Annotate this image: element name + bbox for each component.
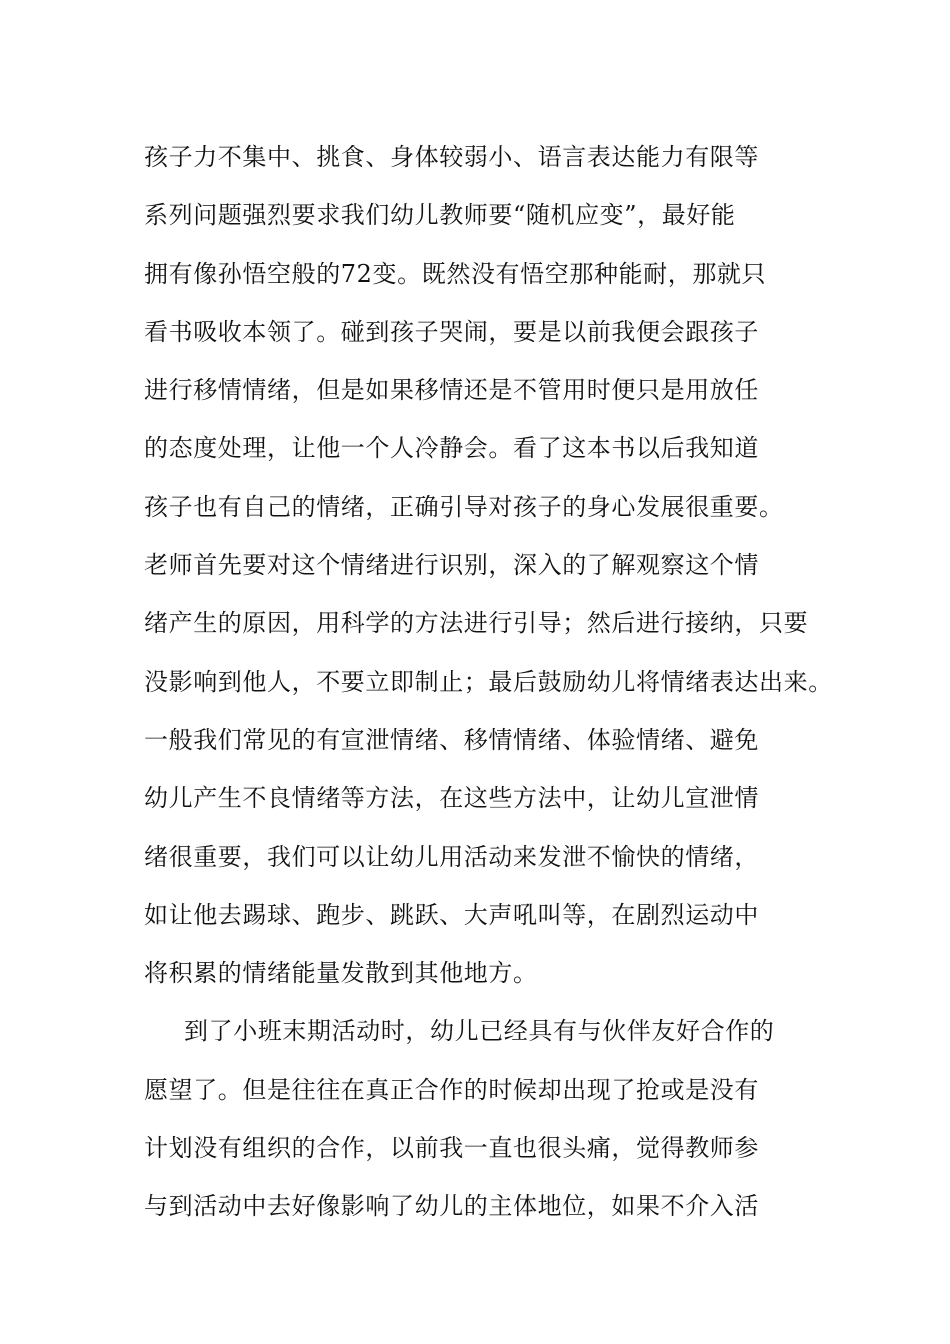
text-line: 看书吸收本领了。碰到孩子哭闹，要是以前我便会跟孩子 [144, 317, 759, 346]
text-line: 一般我们常见的有宣泄情绪、移情情绪、体验情绪、避免 [144, 725, 759, 754]
text-line: 没影响到他人，不要立即制止；最后鼓励幼儿将情绪表达出来。 [144, 667, 833, 696]
text-line: 进行移情情绪，但是如果移情还是不管用时便只是用放任 [144, 376, 759, 405]
text-line: 拥有像孙悟空般的72变。既然没有悟空那种能耐，那就只 [144, 259, 767, 288]
text-line: 孩子力不集中、挑食、身体较弱小、语言表达能力有限等 [144, 143, 759, 171]
text-line: 愿望了。但是往往在真正合作的时候却出现了抢或是没有 [144, 1075, 759, 1104]
text-line: 系列问题强烈要求我们幼儿教师要“随机应变”，最好能 [144, 201, 736, 230]
text-line: 幼儿产生不良情绪等方法，在这些方法中，让幼儿宣泄情 [144, 784, 759, 813]
paragraph-start-line: 到了小班末期活动时，幼儿已经具有与伙伴友好合作的 [184, 1017, 775, 1046]
text-line: 老师首先要对这个情绪进行识别，深入的了解观察这个情 [144, 551, 759, 580]
text-line: 孩子也有自己的情绪，正确引导对孩子的身心发展很重要。 [144, 492, 784, 521]
text-line: 与到活动中去好像影响了幼儿的主体地位，如果不介入活 [144, 1192, 759, 1221]
text-line: 的态度处理，让他一个人冷静会。看了这本书以后我知道 [144, 434, 759, 463]
text-line: 绪很重要，我们可以让幼儿用活动来发泄不愉快的情绪， [144, 842, 759, 871]
body-text [144, 128, 833, 1236]
text-line: 绪产生的原因，用科学的方法进行引导；然后进行接纳，只要 [144, 609, 809, 638]
text-line: 计划没有组织的合作，以前我一直也很头痛，觉得教师参 [144, 1134, 759, 1163]
text-line: 将积累的情绪能量发散到其他地方。 [144, 959, 538, 988]
text-line: 如让他去踢球、跑步、跳跃、大声吼叫等，在剧烈运动中 [144, 900, 759, 929]
